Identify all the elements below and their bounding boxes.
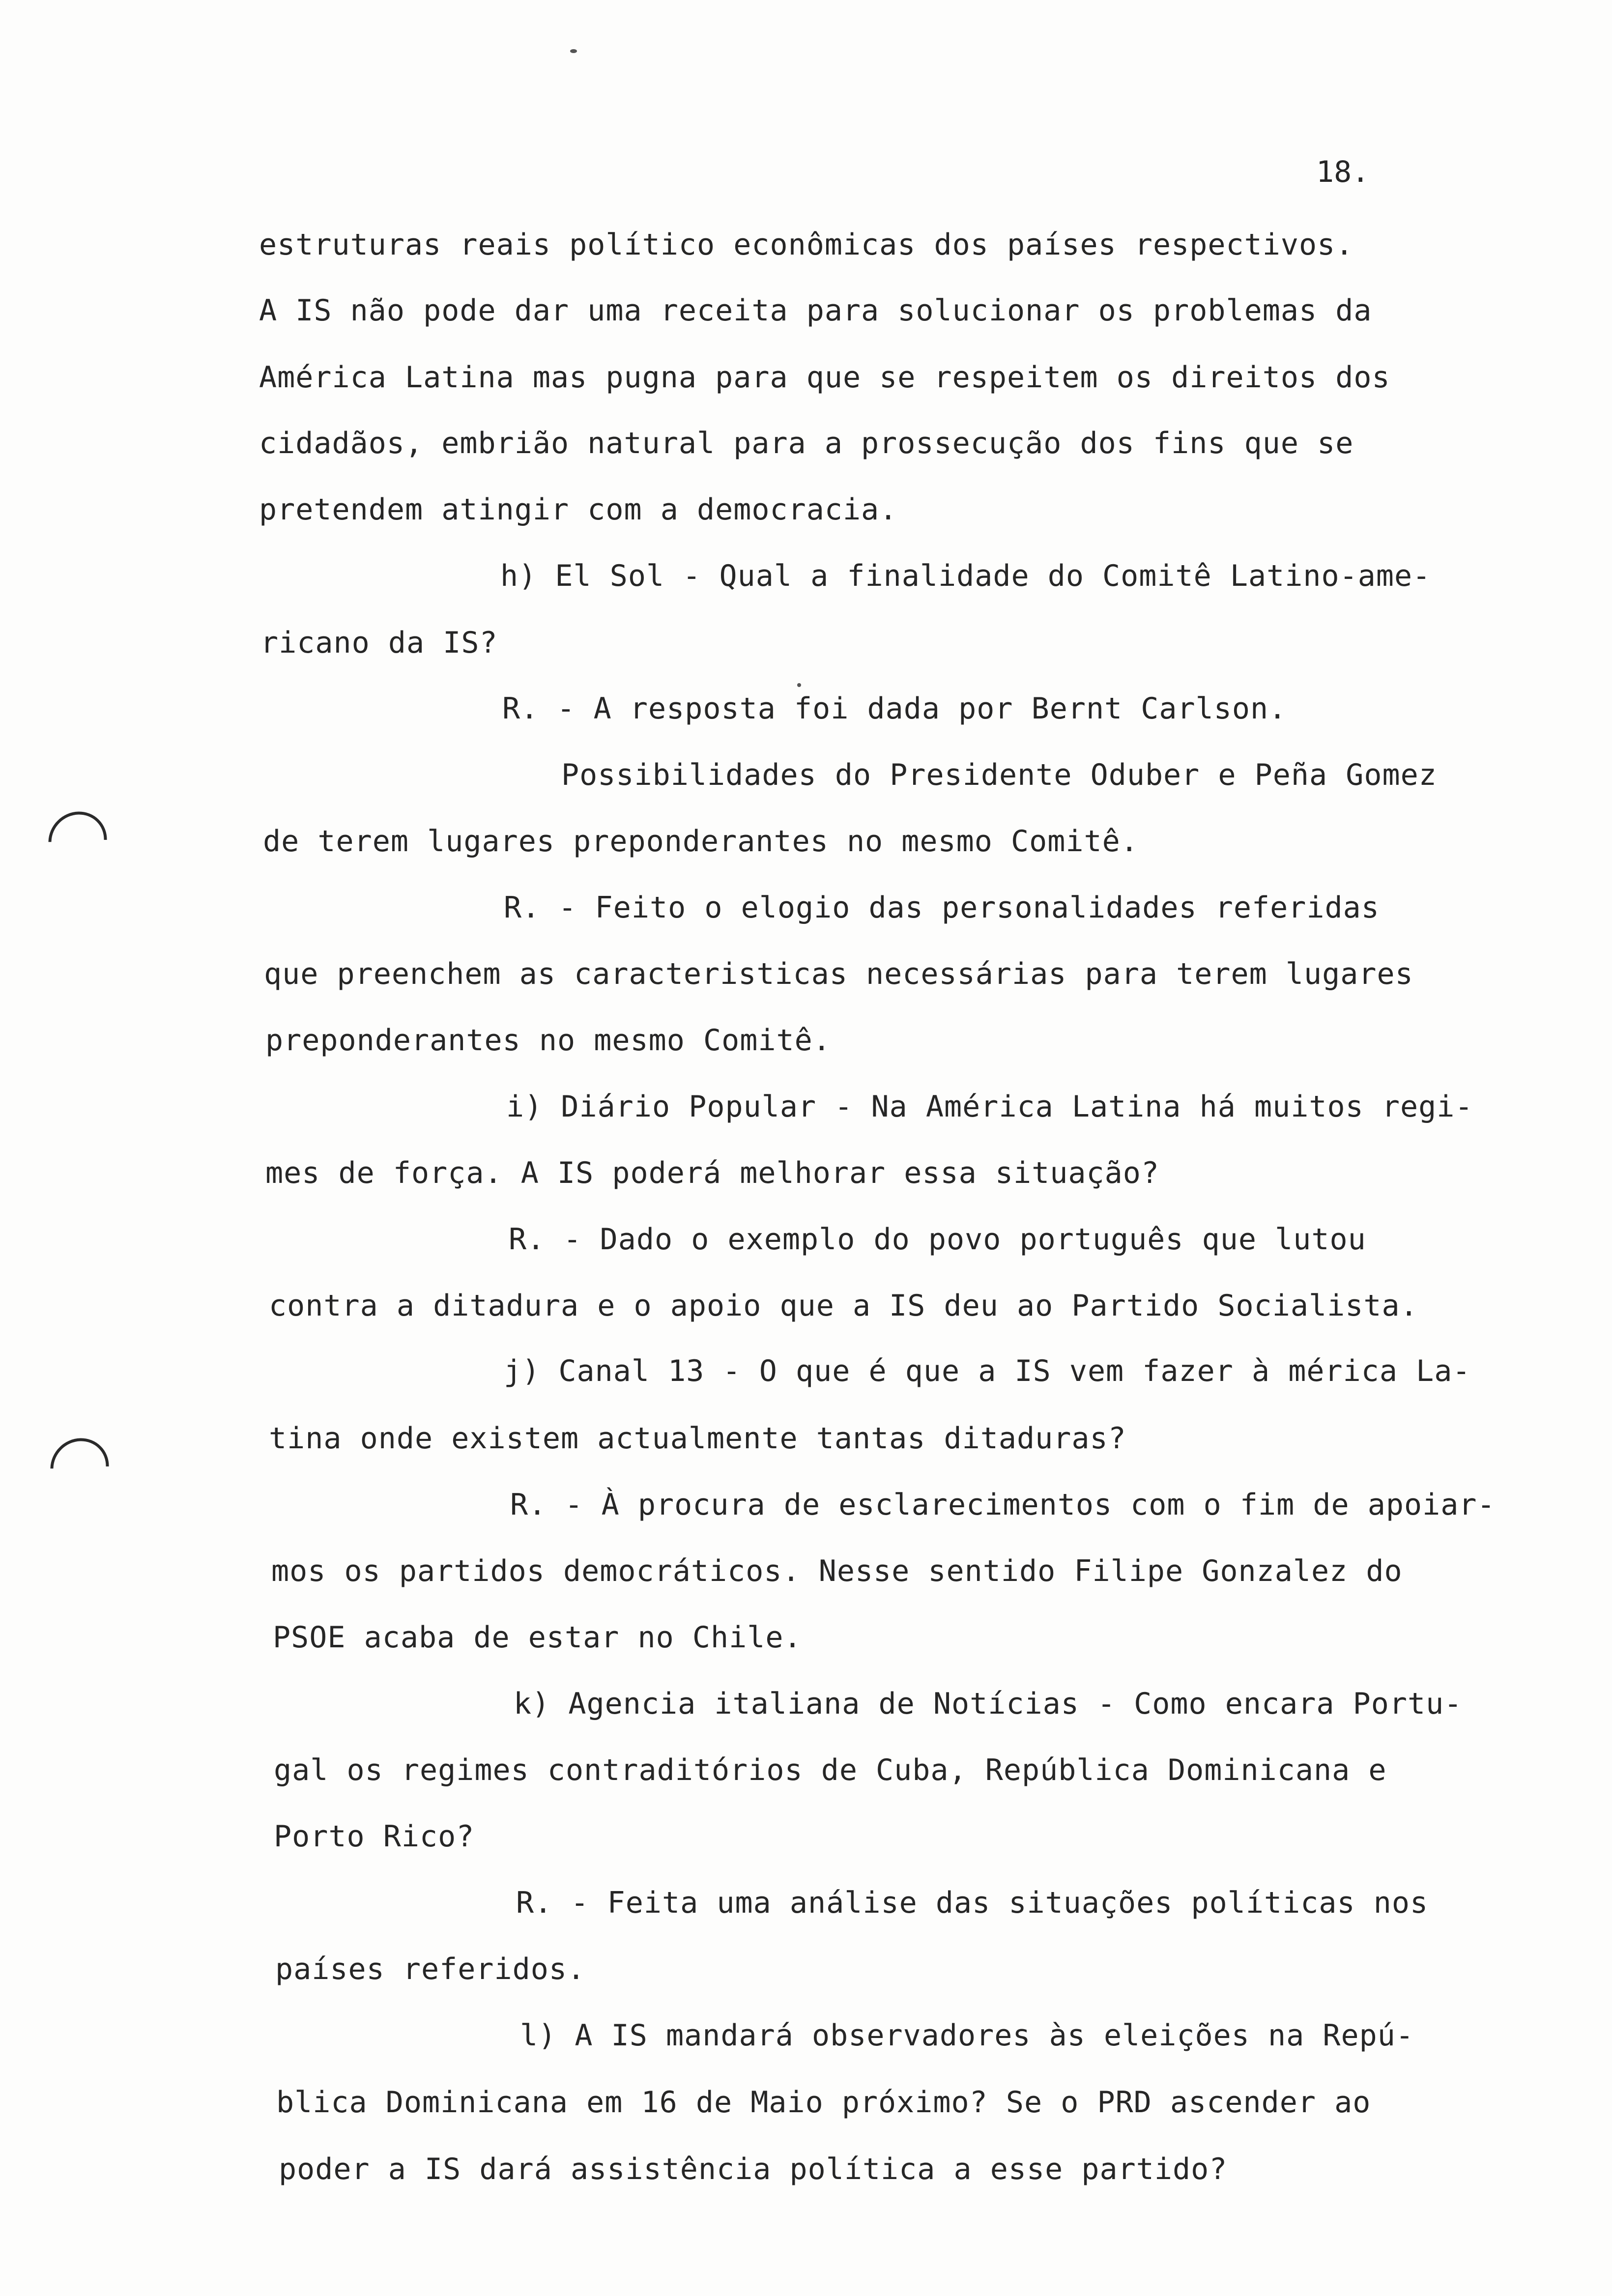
text-line: R. - Feita uma análise das situações políticas nos <box>516 1886 1429 1920</box>
text-line: i) Diário Popular - Na América Latina há muitos regi- <box>506 1090 1473 1124</box>
text-line: mes de força. A IS poderá melhorar essa situação? <box>265 1156 1160 1190</box>
text-line: contra a ditadura e o apoio que a IS deu ao Partido Socialista. <box>269 1289 1418 1323</box>
text-line: ricano da IS? <box>260 626 498 660</box>
text-line: gal os regimes contraditórios de Cuba, República Dominicana e <box>274 1753 1387 1787</box>
text-line: que preenchem as caracteristicas necessárias para terem lugares <box>264 957 1413 991</box>
text-line: A IS não pode dar uma receita para solucionar os problemas da <box>259 293 1372 328</box>
text-line: pretendem atingir com a democracia. <box>259 492 898 527</box>
text-line: preponderantes no mesmo Comitê. <box>265 1023 831 1058</box>
text-line: h) El Sol - Qual a finalidade do Comitê Latino-ame- <box>500 559 1431 593</box>
text-line: mos os partidos democráticos. Nesse sentido Filipe Gonzalez do <box>271 1554 1403 1588</box>
text-line: de terem lugares preponderantes no mesmo Comitê. <box>263 824 1139 859</box>
text-line: países referidos. <box>275 1952 586 1986</box>
text-line: blica Dominicana em 16 de Maio próximo? Se o PRD ascender ao <box>276 2085 1371 2120</box>
text-line: R. - Feito o elogio das personalidades referidas <box>504 890 1380 925</box>
punch-hole-top <box>36 800 119 882</box>
text-line: k) Agencia italiana de Notícias - Como encara Portu- <box>514 1687 1463 1721</box>
text-line: j) Canal 13 - O que é que a IS vem fazer à mérica La- <box>504 1354 1471 1388</box>
punch-hole-bottom <box>38 1426 121 1509</box>
text-line: PSOE acaba de estar no Chile. <box>273 1620 802 1655</box>
text-line: R. - Dado o exemplo do povo português que lutou <box>509 1222 1366 1257</box>
text-line: América Latina mas pugna para que se respeitem os direitos dos <box>259 360 1390 395</box>
text-line: cidadãos, embrião natural para a prossecução dos fins que se <box>259 426 1354 460</box>
scan-speck <box>797 683 801 687</box>
text-line: R. - A resposta foi dada por Bernt Carlson. <box>502 691 1287 726</box>
text-line: estruturas reais político econômicas dos países respectivos. <box>259 228 1354 262</box>
text-line: R. - À procura de esclarecimentos com o fim de apoiar- <box>510 1488 1496 1522</box>
text-line: poder a IS dará assistência política a esse partido? <box>279 2152 1228 2186</box>
text-line: l) A IS mandará observadores às eleições na Repú- <box>520 2018 1414 2053</box>
text-line: tina onde existem actualmente tantas ditaduras? <box>269 1421 1126 1456</box>
page-number: 18. <box>1316 155 1370 189</box>
text-line: Porto Rico? <box>274 1819 475 1854</box>
scan-speck <box>570 49 577 53</box>
text-line: Possibilidades do Presidente Oduber e Peña Gomez <box>561 758 1437 792</box>
